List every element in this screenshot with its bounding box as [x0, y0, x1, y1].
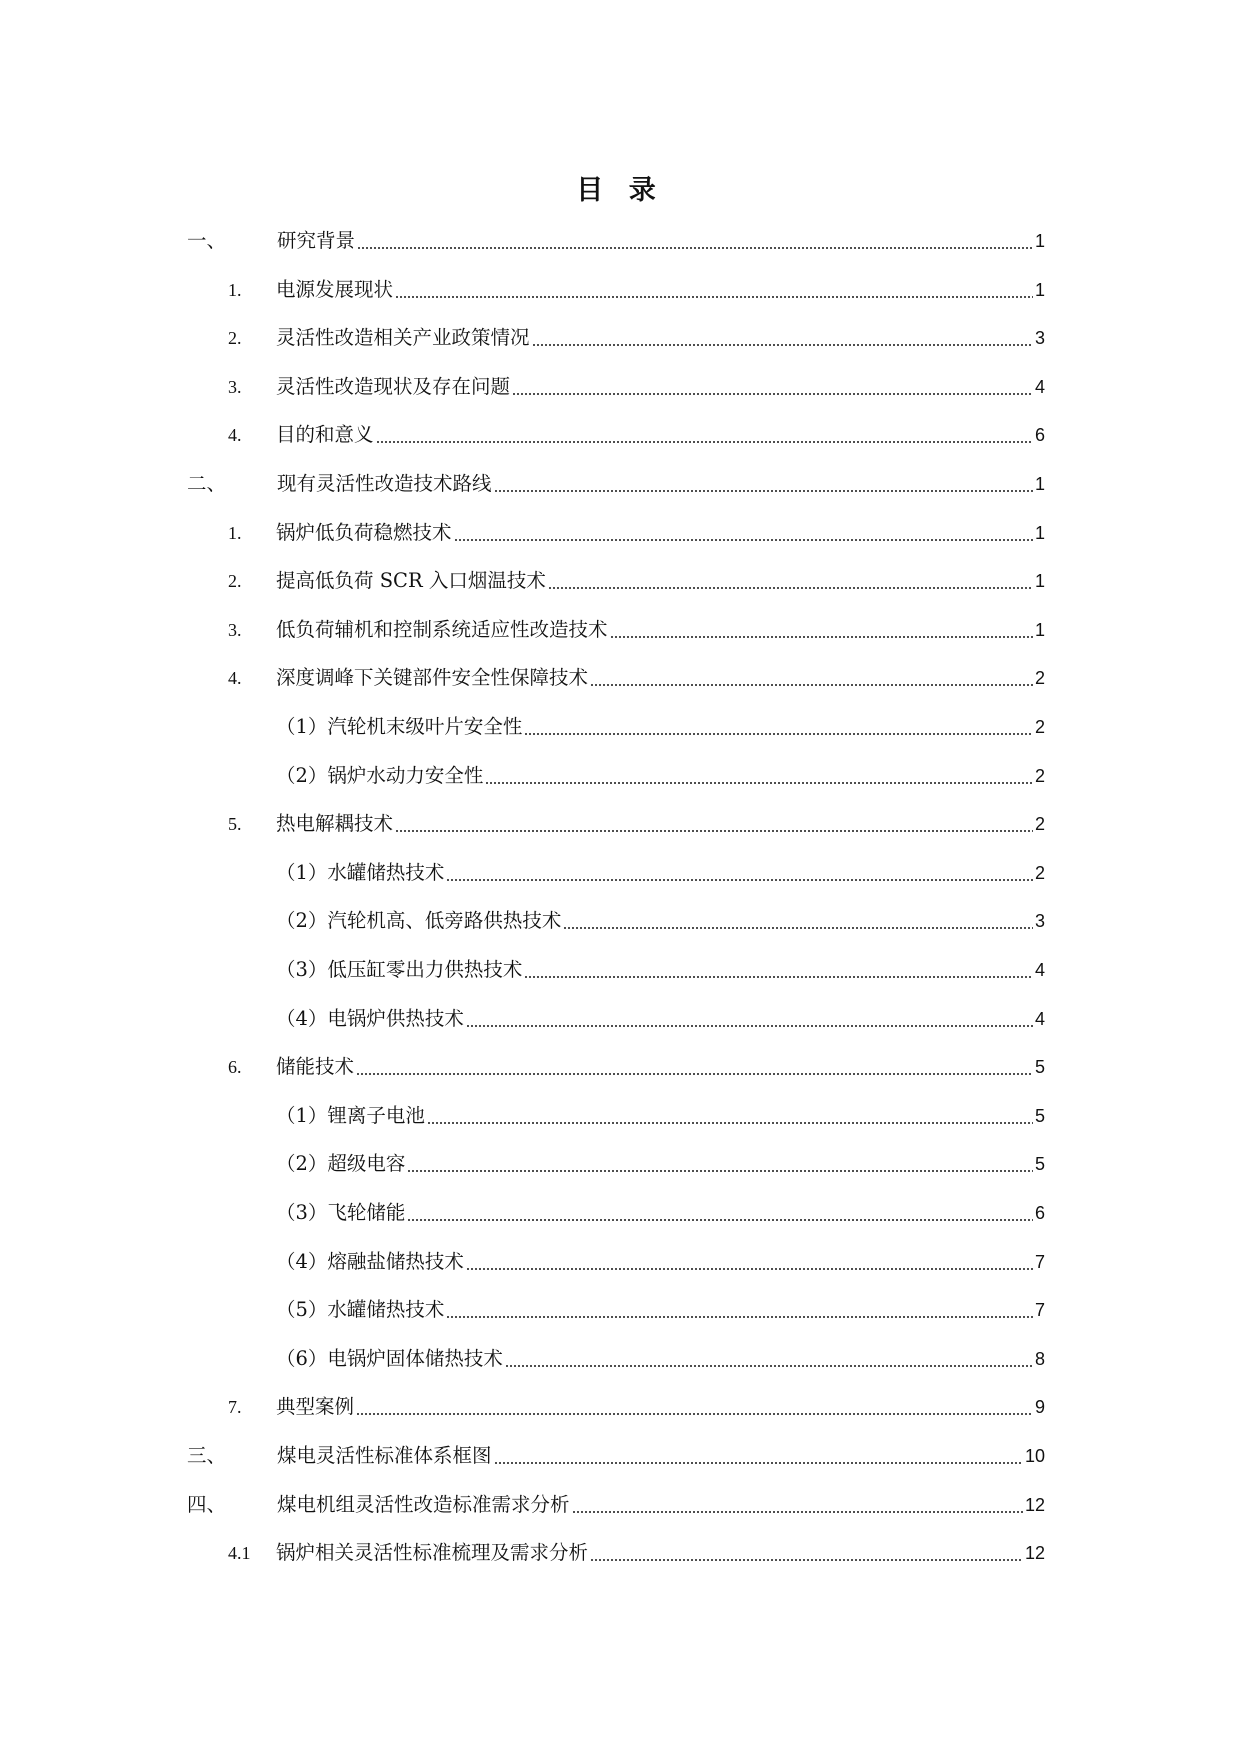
toc-entry[interactable] [228, 809, 1045, 839]
toc-entry-number: （3） [276, 958, 328, 981]
toc-entry[interactable] [276, 1198, 1045, 1228]
toc-entry-number: （1） [276, 715, 328, 738]
toc-entry-page-number: 4 [1034, 1008, 1045, 1029]
toc-entry-title: 现有灵活性改造技术路线 [277, 472, 492, 495]
toc-entry-number: 3. [228, 619, 242, 640]
toc-entry-page-number: 4 [1034, 960, 1045, 980]
toc-entry-page-number: 12 [1024, 1543, 1045, 1564]
toc-entry-title: 熔融盐储热技术 [327, 1249, 464, 1273]
toc-entry-title: 飞轮储能 [327, 1201, 406, 1224]
toc-entry-title: 储能技术 [276, 1055, 355, 1079]
toc-entry-page-number: 2 [1034, 668, 1045, 689]
toc-entry-title: 锂离子电池 [327, 1103, 425, 1127]
toc-entry[interactable] [276, 955, 1045, 985]
toc-entry[interactable] [276, 712, 1045, 742]
toc-entry-page-number: 2 [1034, 862, 1045, 883]
toc-entry-page-number: 2 [1034, 765, 1045, 786]
toc-dot-leader [610, 615, 1033, 645]
toc-entry[interactable] [187, 1441, 1045, 1471]
toc-entry[interactable] [187, 1490, 1045, 1520]
toc-entry[interactable] [228, 323, 1045, 353]
toc-entry-title: 典型案例 [276, 1395, 355, 1419]
toc-dot-leader [376, 420, 1033, 450]
toc-entry-number: （4） [276, 1006, 328, 1030]
toc-entry-title: 低压缸零出力供热技术 [327, 958, 523, 981]
toc-entry-title: 锅炉低负荷稳燃技术 [276, 520, 452, 544]
toc-entry[interactable] [228, 1392, 1045, 1422]
toc-title: 目 录 [576, 175, 664, 206]
toc-entry-title: 电源发展现状 [276, 277, 394, 301]
toc-entry-page-number: 1 [1034, 619, 1045, 640]
toc-entry-page-number: 1 [1034, 231, 1045, 251]
toc-dot-leader [524, 712, 1033, 742]
toc-dot-leader [454, 518, 1033, 548]
toc-entry-page-number: 5 [1034, 1154, 1045, 1175]
toc-entry-title: 热电解耦技术 [276, 812, 394, 836]
toc-dot-leader [524, 955, 1033, 985]
toc-dot-leader [512, 372, 1033, 402]
toc-entry-page-number: 5 [1034, 1105, 1045, 1126]
toc-entry-title: 电锅炉固体储热技术 [327, 1346, 503, 1370]
toc-entry[interactable] [276, 1101, 1045, 1131]
toc-dot-leader [427, 1101, 1033, 1131]
toc-entry-page-number: 1 [1034, 279, 1045, 300]
toc-entry[interactable] [276, 1247, 1045, 1277]
toc-entry-number: （3） [276, 1201, 328, 1224]
toc-entry-page-number: 1 [1034, 522, 1045, 543]
toc-entry-number: （2） [276, 1152, 328, 1176]
toc-entry[interactable] [187, 226, 1045, 256]
toc-entry-number: （2） [276, 909, 328, 933]
toc-entry-page-number: 3 [1034, 911, 1045, 932]
toc-entry-number: （4） [276, 1249, 328, 1273]
toc-entry[interactable] [228, 566, 1045, 596]
toc-entry-title: 灵活性改造相关产业政策情况 [276, 326, 530, 350]
toc-entry-number: 7. [228, 1397, 242, 1418]
toc-dot-leader [407, 1149, 1033, 1179]
toc-entry-number: 4. [228, 425, 242, 446]
toc-entry-number: 2. [228, 328, 242, 349]
toc-dot-leader [572, 1490, 1023, 1520]
toc-dot-leader [563, 906, 1033, 936]
toc-entry-title: 电锅炉供热技术 [327, 1006, 464, 1030]
toc-entry-number: 2. [228, 571, 242, 592]
toc-entry-number: 四、 [187, 1492, 227, 1516]
toc-dot-leader [466, 1004, 1033, 1034]
toc-entry-page-number: 5 [1034, 1057, 1045, 1078]
toc-entry[interactable] [276, 858, 1045, 888]
toc-entry[interactable] [228, 518, 1045, 548]
toc-entry-number: 1. [228, 279, 242, 300]
toc-entry[interactable] [187, 469, 1045, 499]
toc-entry-number: 一、 [187, 229, 227, 252]
toc-entry-title: 水罐储热技术 [327, 1298, 445, 1322]
toc-entry-number: （5） [276, 1298, 328, 1322]
toc-entry-number: 6. [228, 1057, 242, 1078]
toc-dot-leader [590, 663, 1033, 693]
toc-dot-leader [532, 323, 1033, 353]
toc-entry-page-number: 2 [1034, 814, 1045, 835]
toc-entry-page-number: 2 [1034, 717, 1045, 737]
toc-entry-title: 研究背景 [277, 229, 356, 252]
toc-entry[interactable] [228, 615, 1045, 645]
toc-entry-number: 1. [228, 522, 242, 543]
toc-dot-leader [446, 858, 1033, 888]
toc-dot-leader [356, 1052, 1033, 1082]
toc-entry-page-number: 6 [1034, 425, 1045, 446]
toc-entry[interactable] [276, 906, 1045, 936]
toc-dot-leader [494, 1441, 1023, 1471]
toc-entry-title: 超级电容 [327, 1152, 406, 1176]
toc-entry-title: 目的和意义 [276, 423, 374, 447]
toc-entry-number: （1） [276, 1103, 328, 1127]
toc-entry-title: 锅炉相关灵活性标准梳理及需求分析 [276, 1541, 589, 1565]
toc-entry-page-number: 10 [1024, 1446, 1045, 1466]
toc-entry[interactable] [228, 663, 1045, 693]
toc-entry-page-number: 9 [1034, 1397, 1045, 1418]
toc-entry[interactable] [228, 1052, 1045, 1082]
toc-entry-title: 煤电机组灵活性改造标准需求分析 [277, 1492, 570, 1516]
toc-dot-leader [590, 1538, 1023, 1568]
toc-entry[interactable] [276, 1149, 1045, 1179]
toc-entry[interactable] [276, 1344, 1045, 1374]
toc-entry-page-number: 6 [1034, 1203, 1045, 1223]
toc-entry-title: 煤电灵活性标准体系框图 [277, 1444, 492, 1467]
toc-entry-title: 水罐储热技术 [327, 860, 445, 884]
toc-entry-page-number: 1 [1034, 571, 1045, 592]
toc-entry-number: 三、 [187, 1444, 227, 1467]
toc-dot-leader [446, 1295, 1033, 1325]
toc-entry-page-number: 3 [1034, 328, 1045, 349]
toc-entry-number: （1） [276, 860, 328, 884]
toc-dot-leader [395, 809, 1033, 839]
toc-entry-number: 二、 [187, 472, 227, 495]
toc-entry-title: 提高低负荷 SCR 入口烟温技术 [276, 569, 546, 593]
toc-entry-page-number: 1 [1034, 474, 1045, 494]
toc-dot-leader [395, 275, 1033, 305]
toc-entry-page-number: 7 [1034, 1251, 1045, 1272]
toc-entry-title: 汽轮机高、低旁路供热技术 [327, 909, 562, 933]
toc-entry-number: 4. [228, 668, 242, 689]
toc-entry-title: 灵活性改造现状及存在问题 [276, 374, 511, 398]
toc-dot-leader [548, 566, 1033, 596]
toc-entry[interactable] [276, 761, 1045, 791]
toc-entry[interactable] [276, 1295, 1045, 1325]
toc-entry[interactable] [228, 372, 1045, 402]
toc-entry[interactable] [228, 275, 1045, 305]
toc-entry-page-number: 4 [1034, 376, 1045, 397]
toc-entry[interactable] [228, 1538, 1045, 1568]
toc-entry[interactable] [228, 420, 1045, 450]
toc-entry-number: 4.1 [228, 1543, 251, 1564]
toc-dot-leader [466, 1247, 1033, 1277]
toc-entry-number: （2） [276, 763, 328, 787]
toc-entry[interactable] [276, 1004, 1045, 1034]
toc-dot-leader [407, 1198, 1033, 1228]
toc-entry-page-number: 7 [1034, 1300, 1045, 1321]
toc-dot-leader [494, 469, 1033, 499]
toc-dot-leader [485, 761, 1033, 791]
toc-entry-number: 5. [228, 814, 242, 835]
toc-dot-leader [505, 1344, 1033, 1374]
toc-entry-title: 汽轮机末级叶片安全性 [327, 715, 523, 738]
toc-entry-title: 低负荷辅机和控制系统适应性改造技术 [276, 617, 608, 641]
toc-entry-title: 锅炉水动力安全性 [327, 763, 484, 787]
toc-entry-number: （6） [276, 1346, 328, 1370]
toc-entry-number: 3. [228, 376, 242, 397]
toc-entry-title: 深度调峰下关键部件安全性保障技术 [276, 666, 589, 690]
toc-entry-page-number: 8 [1034, 1348, 1045, 1369]
toc-entry-page-number: 12 [1024, 1494, 1045, 1515]
toc-dot-leader [356, 1392, 1033, 1422]
toc-dot-leader [357, 226, 1033, 256]
